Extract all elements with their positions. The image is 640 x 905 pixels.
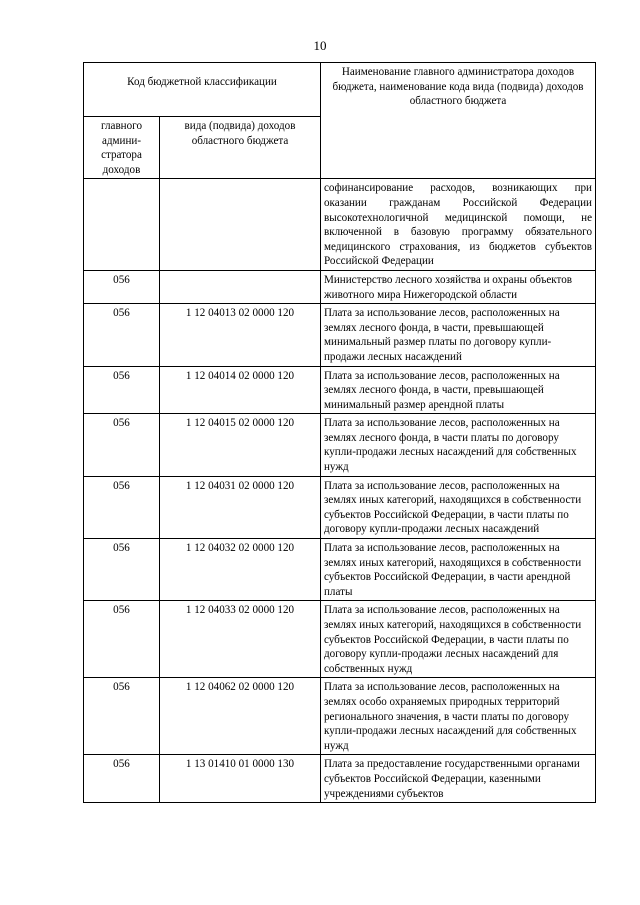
page-number: 10 <box>313 38 327 53</box>
row-admin-code: 056 <box>84 476 160 538</box>
row-name: Плата за использование лесов, расположенных на землях лесного фонда, в части, превышающей минимальный размер платы по договору купли-продажи лесных насаждений <box>321 304 596 366</box>
row-admin-code <box>84 179 160 271</box>
row-income-code: 1 12 04031 02 0000 120 <box>160 476 321 538</box>
row-admin-code: 056 <box>84 755 160 803</box>
row-income-code: 1 12 04033 02 0000 120 <box>160 601 321 678</box>
row-admin-code: 056 <box>84 601 160 678</box>
table-row <box>84 755 596 803</box>
table-row <box>84 414 596 476</box>
row-income-code: 1 12 04062 02 0000 120 <box>160 678 321 755</box>
row-name: Плата за использование лесов, расположенных на землях иных категорий, находящихся в собственности субъектов Российской Федерации, в части платы по договору купли-продажи лесных насаждений <box>321 476 596 538</box>
row-name: Плата за предоставление государственными органами субъектов Российской Федерации, казенными учреждениями субъектов <box>321 755 596 803</box>
row-name: Министерство лесного хозяйства и охраны объектов животного мира Нижегородской области <box>321 270 596 303</box>
row-income-code: 1 12 04015 02 0000 120 <box>160 414 321 476</box>
row-income-code <box>160 179 321 271</box>
row-admin-code: 056 <box>84 304 160 366</box>
header-income-code: вида (подвида) доходов областного бюджета <box>160 117 321 179</box>
row-name: Плата за использование лесов, расположенных на землях иных категорий, находящихся в собственности субъектов Российской Федерации, в части платы по договору купли-продажи лесных насаждений для собственных нужд <box>321 601 596 678</box>
row-name: Плата за использование лесов, расположенных на землях лесного фонда, в части, превышающей минимальный размер арендной платы <box>321 366 596 414</box>
row-income-code: 1 13 01410 01 0000 130 <box>160 755 321 803</box>
table-row <box>84 539 596 601</box>
row-admin-code: 056 <box>84 414 160 476</box>
header-admin: главного админи-стратора доходов <box>84 117 160 179</box>
header-code-group: Код бюджетной классификации <box>84 63 321 117</box>
table-row <box>84 270 596 303</box>
row-name: софинансирование расходов, возникающих при оказании гражданам Российской Федерации высокотехнологичной медицинской помощи, не включенной в базовую программу обязательного медицинского страхования, из бюджетов субъектов Российской Федерации <box>321 179 596 271</box>
row-name: Плата за использование лесов, расположенных на землях иных категорий, находящихся в собственности субъектов Российской Федерации, в части арендной платы <box>321 539 596 601</box>
row-name: Плата за использование лесов, расположенных на землях лесного фонда, в части платы по договору купли-продажи лесных насаждений для собственных нужд <box>321 414 596 476</box>
header-row-top <box>84 63 596 117</box>
table-row <box>84 476 596 538</box>
row-admin-code: 056 <box>84 270 160 303</box>
header-name: Наименование главного администратора доходов бюджета, наименование кода вида (подвида) доходов областного бюджета <box>321 63 596 179</box>
row-admin-code: 056 <box>84 678 160 755</box>
row-admin-code: 056 <box>84 366 160 414</box>
table-row <box>84 304 596 366</box>
table-row <box>84 179 596 271</box>
row-name: Плата за использование лесов, расположенных на землях особо охраняемых природных территорий регионального значения, в части платы по договору купли-продажи лесных насаждений для собственных нужд <box>321 678 596 755</box>
table-row <box>84 366 596 414</box>
row-income-code <box>160 270 321 303</box>
table-row <box>84 601 596 678</box>
row-income-code: 1 12 04032 02 0000 120 <box>160 539 321 601</box>
budget-classification-table <box>83 62 596 803</box>
row-income-code: 1 12 04013 02 0000 120 <box>160 304 321 366</box>
row-admin-code: 056 <box>84 539 160 601</box>
row-income-code: 1 12 04014 02 0000 120 <box>160 366 321 414</box>
table-row <box>84 678 596 755</box>
